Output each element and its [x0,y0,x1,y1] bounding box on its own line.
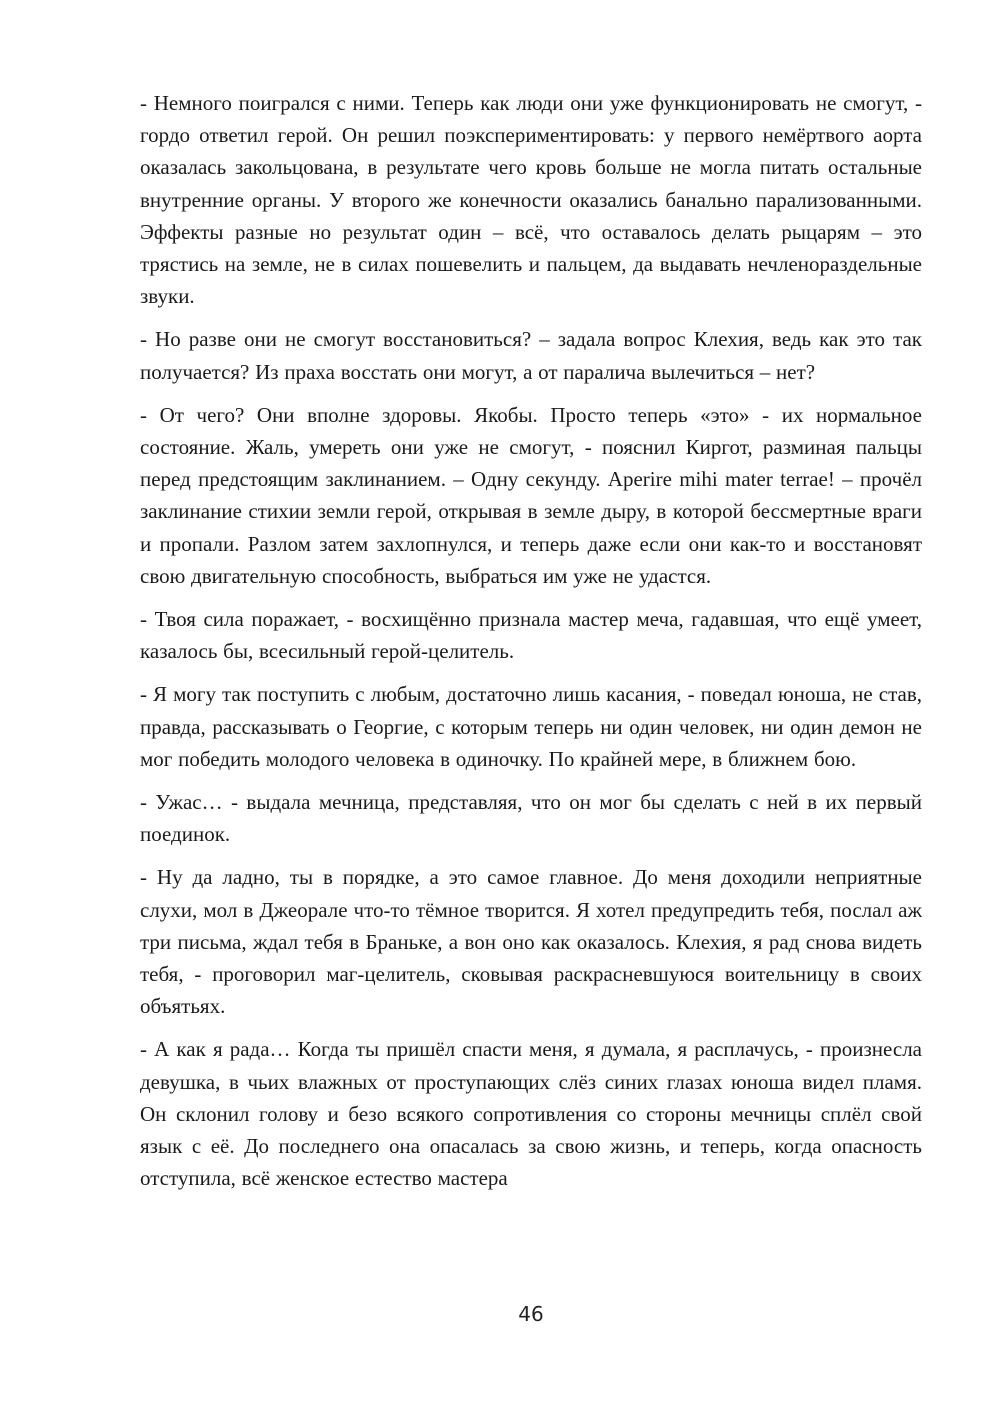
paragraph: - А как я рада… Когда ты пришёл спасти меня, я думала, я расплачусь, - произнесла девушка, в чьих влажных от проступающих слёз синих глазах юноша видел пламя. Он склонил голову и безо всякого сопротивления со стороны мечницы сплёл свой язык с её. До последнего она опасалась за свою жизнь, и теперь, когда опасность отступила, всё женское естество мастера [140,1037,922,1191]
paragraph: - От чего? Они вполне здоровы. Якобы. Просто теперь «это» - их нормальное состояние. Жаль, умереть они уже не смогут, - пояснил Киргот, разминая пальцы перед предстоящим заклинанием. – Одну секунду. Aperire mihi mater terrae! – прочёл заклинание стихии земли герой, открывая в земле дыру, в которой бессмертные враги и пропали. Разлом затем захлопнулся, и теперь даже если они как-то и восстановят свою двигательную способность, выбраться им уже не удастся. [140,402,922,588]
paragraph: - Но разве они не смогут восстановиться? – задала вопрос Клехия, ведь как это так получается? Из праха восстать они могут, а от паралича вылечиться – нет? [140,327,922,384]
paragraph: - Я могу так поступить с любым, достаточно лишь касания, - поведал юноша, не став, правда, рассказывать о Георгие, с которым теперь ни один человек, ни один демон не мог победить молодого человека в одиночку. По крайней мере, в ближнем бою. [140,682,922,771]
paragraph: - Немного поигрался с ними. Теперь как люди они уже функционировать не смогут, - гордо ответил герой. Он решил поэкспериментировать: у первого немёртвого аорта оказалась закольцована, в результате чего кровь больше не могла питать остальные внутренние органы. У второго же конечности оказались банально парализованными. Эффекты разные но результат один – всё, что оставалось делать рыцарям – это трястись на земле, не в силах пошевелить и пальцем, да выдавать нечленораздельные звуки. [140,91,922,309]
paragraph: - Ужас… - выдала мечница, представляя, что он мог бы сделать с ней в их первый поединок. [140,790,922,847]
paragraph: - Твоя сила поражает, - восхищённо признала мастер меча, гадавшая, что ещё умеет, казалось бы, всесильный герой-целитель. [140,607,922,664]
paragraph: - Ну да ладно, ты в порядке, а это самое главное. До меня доходили неприятные слухи, мол в Джеорале что-то тёмное творится. Я хотел предупредить тебя, послал аж три письма, ждал тебя в Браньке, а вон оно как оказалось. Клехия, я рад снова видеть тебя, - проговорил маг-целитель, сковывая раскрасневшуюся воительницу в своих объятьях. [140,865,922,1019]
page-text [140,87,922,1206]
page-number: 46 [518,1302,544,1326]
